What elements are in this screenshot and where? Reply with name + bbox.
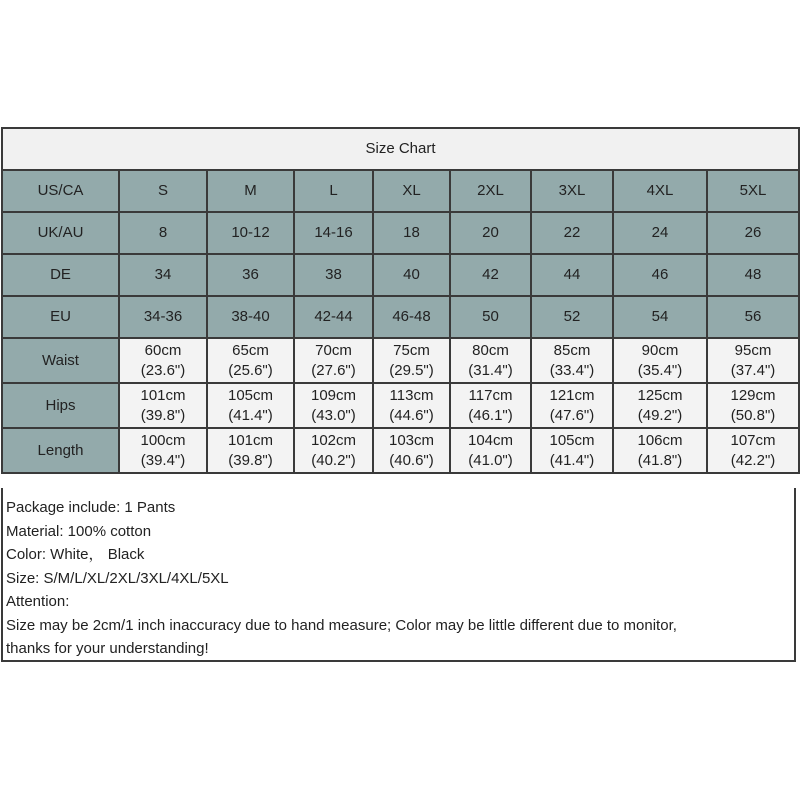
size-cell: L (294, 170, 373, 212)
inch-value: (41.8") (637, 451, 683, 469)
size-cell: 36 (207, 254, 294, 296)
size-cell: 46-48 (373, 296, 450, 338)
measurement-cell (613, 338, 707, 383)
size-cell: 10-12 (207, 212, 294, 254)
note-line: thanks for your understanding! (6, 640, 209, 657)
inch-value: (27.6") (311, 361, 356, 379)
measurement-cell (207, 338, 294, 383)
size-cell: 38 (294, 254, 373, 296)
measurement-cell (119, 338, 207, 383)
size-cell: 56 (707, 296, 799, 338)
inch-value: (50.8") (730, 406, 776, 424)
measurement-cell (294, 383, 373, 428)
row-label: EU (2, 296, 119, 338)
cm-value: 102cm (310, 431, 357, 449)
chart-title: Size Chart (2, 128, 799, 170)
inch-value: (49.2") (637, 406, 683, 424)
measurement-cell (531, 338, 613, 383)
inch-value: (23.6") (140, 361, 186, 379)
size-cell: 54 (613, 296, 707, 338)
inch-value: (39.8") (228, 451, 273, 469)
inch-value: (40.2") (311, 451, 356, 469)
inch-value: (39.8") (140, 406, 186, 424)
inch-value: (46.1") (468, 406, 513, 424)
note-line: Package include: 1 Pants (6, 499, 176, 516)
note-line: Attention: (6, 593, 70, 610)
note-line: Material: 100% cotton (6, 522, 152, 540)
size-cell: 44 (531, 254, 613, 296)
inch-value: (42.2") (730, 451, 776, 469)
measurement-cell (207, 428, 294, 473)
measurement-cell (707, 428, 799, 473)
cm-value: 117cm (468, 386, 513, 404)
cm-value: 113cm (389, 386, 434, 404)
measurement-cell (531, 428, 613, 473)
measurement-cell (294, 338, 373, 383)
measurement-cell (613, 428, 707, 473)
inch-value: (40.6") (389, 451, 434, 469)
measurement-row (2, 383, 799, 428)
size-cell: 3XL (531, 170, 613, 212)
cm-value: 75cm (393, 341, 430, 359)
inch-value: (47.6") (549, 406, 595, 424)
note-line: Size may be 2cm/1 inch inaccuracy due to hand measure; Color may be little different due to monitor, (6, 616, 677, 634)
measurement-cell (450, 383, 531, 428)
cm-value: 85cm (553, 341, 591, 359)
measurement-cell (613, 383, 707, 428)
inch-value: (33.4") (549, 361, 595, 379)
cm-value: 101cm (227, 431, 274, 449)
measurement-row (2, 428, 799, 473)
size-cell: 18 (373, 212, 450, 254)
note-line: Color: White， Black (6, 546, 145, 563)
size-cell: M (207, 170, 294, 212)
size-cell: 46 (613, 254, 707, 296)
size-cell: 34 (119, 254, 207, 296)
measurement-cell (450, 428, 531, 473)
size-cell: 42 (450, 254, 531, 296)
row-label: Length (2, 428, 119, 473)
measurement-cell (707, 338, 799, 383)
cm-value: 90cm (641, 341, 679, 359)
inch-value: (25.6") (228, 361, 273, 379)
cm-value: 80cm (472, 341, 509, 359)
size-cell: 42-44 (294, 296, 373, 338)
size-cell: 50 (450, 296, 531, 338)
row-label: US/CA (2, 170, 119, 212)
cm-value: 107cm (730, 431, 776, 449)
cm-value: 60cm (144, 341, 182, 359)
cm-value: 121cm (549, 386, 595, 404)
cm-value: 109cm (310, 386, 357, 404)
measurement-cell (373, 383, 450, 428)
inch-value: (43.0") (311, 406, 356, 424)
inch-value: (44.6") (389, 406, 434, 424)
measurement-cell (294, 428, 373, 473)
size-chart-table (1, 127, 800, 474)
cm-value: 95cm (734, 341, 772, 359)
cm-value: 125cm (637, 386, 683, 404)
size-cell: 48 (707, 254, 799, 296)
measurement-row (2, 338, 799, 383)
size-cell: 40 (373, 254, 450, 296)
cm-value: 100cm (140, 431, 186, 449)
size-cell: 8 (119, 212, 207, 254)
cm-value: 101cm (140, 386, 186, 404)
measurement-cell (531, 383, 613, 428)
inch-value: (29.5") (389, 361, 434, 379)
size-cell: 14-16 (294, 212, 373, 254)
inch-value: (41.0") (468, 451, 513, 469)
cm-value: 105cm (227, 386, 274, 404)
inch-value: (39.4") (140, 451, 186, 469)
size-cell: 20 (450, 212, 531, 254)
size-row (2, 296, 799, 338)
size-row (2, 212, 799, 254)
cm-value: 103cm (388, 431, 435, 449)
measurement-cell (707, 383, 799, 428)
size-cell: 34-36 (119, 296, 207, 338)
inch-value: (37.4") (730, 361, 776, 379)
cm-value: 104cm (467, 431, 514, 449)
cm-value: 65cm (232, 341, 269, 359)
size-row (2, 170, 799, 212)
cm-value: 70cm (315, 341, 352, 359)
size-cell: 26 (707, 212, 799, 254)
row-label: Waist (2, 338, 119, 383)
measurement-cell (119, 428, 207, 473)
measurement-cell (373, 338, 450, 383)
size-cell: 38-40 (207, 296, 294, 338)
row-label: UK/AU (2, 212, 119, 254)
size-cell: 2XL (450, 170, 531, 212)
size-cell: 52 (531, 296, 613, 338)
size-cell: 5XL (707, 170, 799, 212)
cm-value: 129cm (730, 386, 776, 404)
row-label: Hips (2, 383, 119, 428)
cm-value: 106cm (637, 431, 683, 449)
size-cell: XL (373, 170, 450, 212)
row-label: DE (2, 254, 119, 296)
size-row (2, 254, 799, 296)
measurement-cell (373, 428, 450, 473)
size-cell: S (119, 170, 207, 212)
size-cell: 22 (531, 212, 613, 254)
measurement-cell (450, 338, 531, 383)
inch-value: (35.4") (637, 361, 683, 379)
size-cell: 4XL (613, 170, 707, 212)
size-cell: 24 (613, 212, 707, 254)
inch-value: (41.4") (228, 406, 273, 424)
note-line: Size: S/M/L/XL/2XL/3XL/4XL/5XL (6, 569, 229, 587)
measurement-cell (207, 383, 294, 428)
product-notes (1, 488, 796, 662)
inch-value: (41.4") (549, 451, 595, 469)
inch-value: (31.4") (468, 361, 513, 379)
measurement-cell (119, 383, 207, 428)
cm-value: 105cm (549, 431, 595, 449)
